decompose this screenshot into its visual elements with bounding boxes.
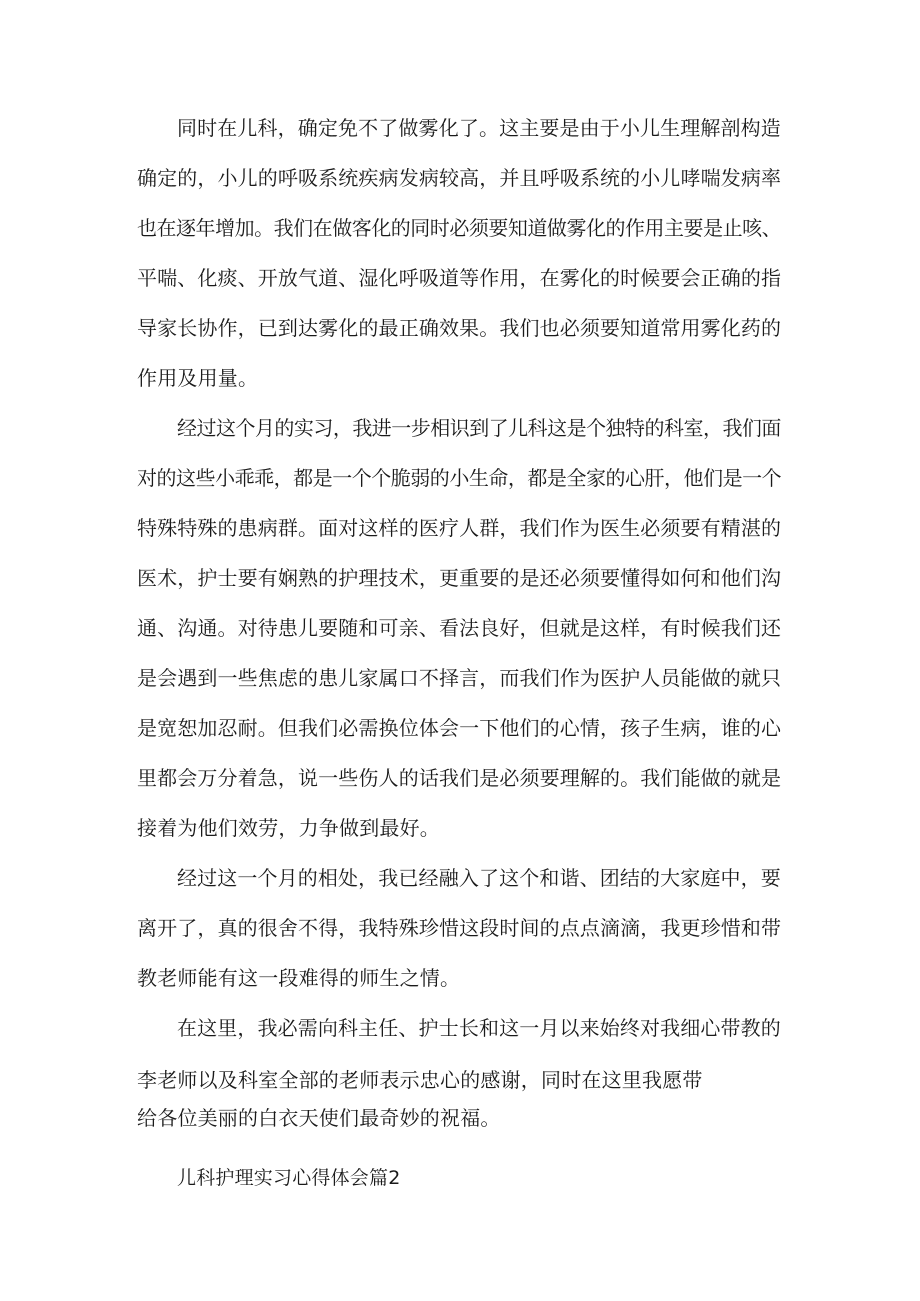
paragraph-line: 经过这个月的实习，我进一步相识到了儿科这是个独特的科室，我们面 — [177, 416, 781, 440]
paragraph-line: 特殊特殊的患病群。面对这样的医疗人群，我们作为医生必须要有精湛的 — [137, 516, 782, 540]
paragraph-line: 是宽恕加忍耐。但我们必需换位体会一下他们的心情，孩子生病，谁的心 — [137, 716, 782, 740]
paragraph-line: 在这里，我必需向科主任、护士长和这一月以来始终对我细心带教的 — [177, 1016, 781, 1040]
paragraph-line: 李老师以及科室全部的老师表示忠心的感谢，同时在这里我愿带 — [137, 1068, 703, 1092]
paragraph-line: 导家长协作，已到达雾化的最正确效果。我们也必须要知道常用雾化药的 — [137, 316, 782, 340]
paragraph-line: 是会遇到一些焦虑的患儿家属口不择言，而我们作为医护人员能做的就只 — [137, 666, 782, 690]
paragraph-line: 确定的，小儿的呼吸系统疾病发病较高，并且呼吸系统的小儿哮喘发病率 — [137, 166, 782, 190]
paragraph-line: 接着为他们效劳，力争做到最好。 — [137, 816, 440, 840]
paragraph-line: 作用及用量。 — [137, 366, 259, 390]
paragraph-line: 离开了，真的很舍不得，我特殊珍惜这段时间的点点滴滴，我更珍惜和带 — [137, 916, 782, 940]
paragraph-line: 同时在儿科，确定免不了做雾化了。这主要是由于小儿生理解剖构造 — [177, 116, 781, 140]
section-heading: 儿科护理实习心得体会篇2 — [177, 1167, 401, 1189]
paragraph-line: 里都会万分着急，说一些伤人的话我们是必须要理解的。我们能做的就是 — [137, 766, 782, 790]
paragraph-line: 给各位美丽的白衣天使们最奇妙的祝福。 — [137, 1106, 501, 1130]
paragraph-line: 教老师能有这一段难得的师生之情。 — [137, 966, 461, 990]
paragraph-line: 医术，护士要有娴熟的护理技术，更重要的是还必须要懂得如何和他们沟 — [137, 566, 782, 590]
paragraph-line: 也在逐年增加。我们在做客化的同时必须要知道做雾化的作用主要是止咳、 — [137, 216, 782, 240]
paragraph-line: 对的这些小乖乖，都是一个个脆弱的小生命，都是全家的心肝，他们是一个 — [137, 466, 782, 490]
paragraph-line: 平喘、化痰、开放气道、湿化呼吸道等作用，在雾化的时候要会正确的指 — [137, 266, 782, 290]
paragraph-line: 经过这一个月的相处，我已经融入了这个和谐、团结的大家庭中，要 — [177, 866, 781, 890]
paragraph-line: 通、沟通。对待患儿要随和可亲、看法良好，但就是这样，有时候我们还 — [137, 616, 782, 640]
